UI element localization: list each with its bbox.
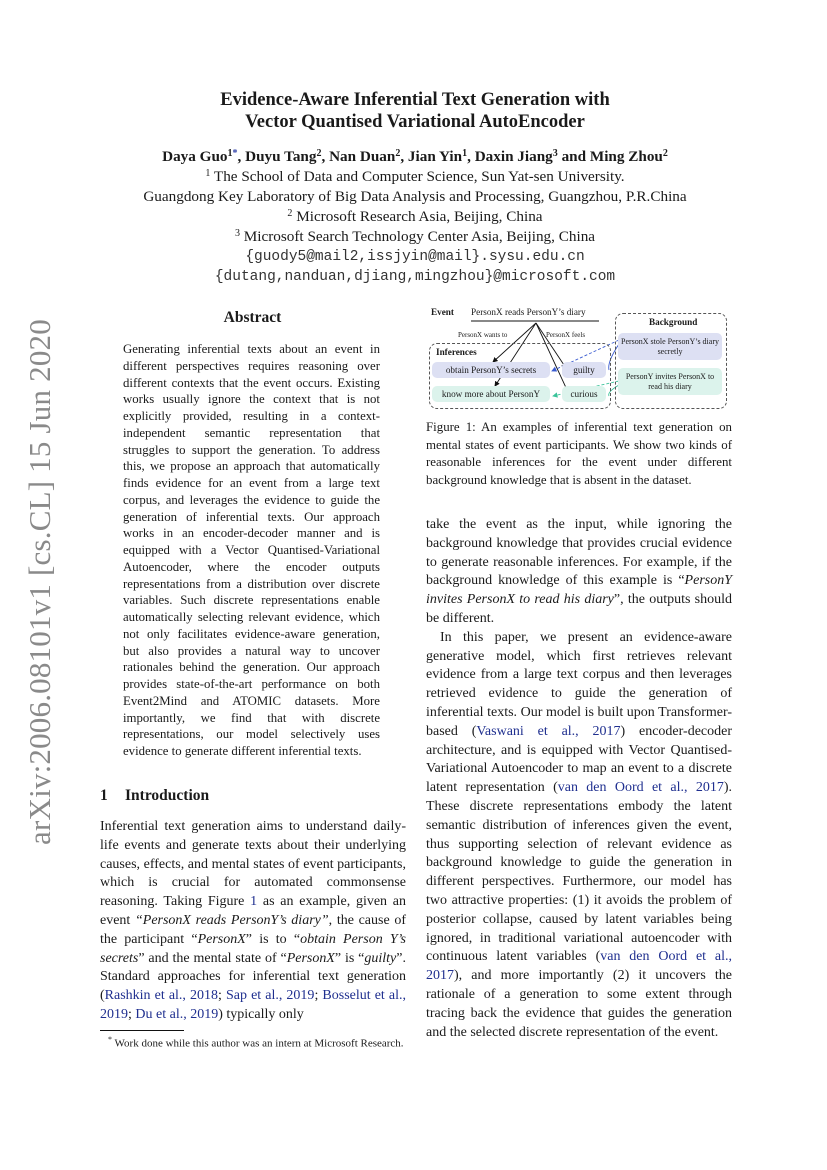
citation-link[interactable]: Vaswani et al., 2017 (476, 723, 621, 739)
section-number: 1 (100, 787, 108, 804)
body-text: In this paper, we present an evidence-aware generative model, which first retrieves relevant evidence from a large text corpus and then leverages retrieved evidence to guide the generation of inferential texts. Our model is built upon Transformer-based ( (426, 629, 732, 739)
body-text: ) encoder-decoder architecture, and is equipped with Vector Quantised-Variational Autoencoder to map an event to a discrete latent representation ( (426, 723, 732, 796)
italic-text: PersonX (286, 950, 335, 966)
citation-link[interactable]: Sap et al., 2019 (225, 988, 315, 1004)
author-block (80, 147, 750, 287)
inference-box-know-more: know more about PersonY (432, 386, 550, 402)
affiliation-list (80, 167, 750, 247)
body-text: ) typically only (218, 1006, 304, 1022)
author-affiliation-mark: 2 (316, 148, 322, 159)
body-text: ” and the mental state of “ (138, 950, 287, 966)
background-box-stole: PersonX stole PersonY’s diary secretly (618, 333, 722, 360)
email-line-2: {dutang,nanduan,djiang,mingzhou}@microsoft.com (214, 269, 616, 285)
body-text: ”. Standard approaches for inferential text generation ( (100, 950, 406, 1004)
footnote (100, 1033, 406, 1051)
author-name: Jian Yin (407, 148, 463, 165)
relation-feels: PersonX feels (546, 331, 586, 339)
body-text: ”, the outputs should be different. (426, 592, 732, 626)
citation-link[interactable]: van den Oord et al., 2017 (426, 949, 732, 984)
affiliation: $^3$ Microsoft Search Technology Center Asia, Beijing, China (234, 228, 596, 245)
author-affiliation-mark: 1 (227, 148, 233, 159)
footnote-rule (100, 1030, 184, 1031)
body-text: ” is “ (334, 950, 365, 966)
affiliation: Guangdong Key Laboratory of Big Data Analysis and Processing, Guangzhou, P.R.China (143, 188, 687, 205)
inferences-label: Inferences (436, 347, 477, 357)
body-text: Inferential text generation aims to understand daily-life events and generate texts about their underlying causes, effects, and mental states of event participants, which is crucial for automated commonsense reasoning. Taking Figure (100, 819, 406, 910)
affiliation: $^1$ The School of Data and Computer Science, Sun Yat-sen University. (205, 168, 625, 185)
body-text: ). These discrete representations embody the latent semantic distribution of inferences given the event, thus supporting selection of relevant evidence as background knowledge to guide the generation in different perspectives. Furthermore, our model has two attractive properties: (1) it avoids the problem of posterior collapse, caused by latent variables being ignored, in traditional variational autoencoder with continuous latent variables ( (426, 780, 732, 965)
intro-paragraph-2 (426, 629, 732, 1043)
footnote-mark: * (108, 1035, 112, 1044)
author-name: Daya Guo (162, 148, 228, 165)
citation-link[interactable]: Bosselut et al., 2019 (100, 988, 406, 1022)
figure-caption: Figure 1: An examples of inferential text generation on mental states of event participants. We show two kinds of reasonable inferences for the event under different background knowledge that is absent in the dataset. (426, 420, 732, 487)
abstract-heading: Abstract (223, 309, 282, 326)
author-list: Daya Guo$^{1*}$, Duyu Tang$^2$, Nan Duan$^2$, Jian Yin$^1$, Daxin Jiang$^3$ and Ming Zhou$^2$ (162, 148, 668, 165)
background-label: Background (649, 317, 698, 327)
citation-link[interactable]: Rashkin et al., 2018 (104, 988, 219, 1004)
author-footnote-link[interactable]: * (232, 148, 238, 159)
italic-text: PersonY invites PersonX to read his diary (426, 573, 732, 608)
footnote-text: Work done while this author was an intern at Microsoft Research. (112, 1037, 404, 1050)
body-text: ; (314, 988, 323, 1004)
inference-box-curious: curious (562, 386, 606, 402)
body-text: ” is to “ (245, 931, 301, 947)
section-title: Introduction (125, 787, 210, 804)
body-text: take the event as the input, while ignoring the background knowledge that provides crucial evidence to generate reasonable inferences. For example, if the background knowledge of this example is “ (426, 517, 732, 589)
affiliation-mark: 3 (234, 228, 240, 239)
body-text: ; (218, 988, 226, 1004)
author-affiliation-mark: 2 (662, 148, 668, 159)
email-line-1: {guody5@mail2,issjyin@mail}.sysu.edu.cn (245, 249, 585, 265)
background-box-invites: PersonY invites PersonX to read his diary (618, 368, 722, 395)
body-text: as an example, given an event (100, 894, 407, 928)
intro-paragraph-continued (426, 516, 732, 629)
paper-title (100, 89, 730, 133)
citation-link[interactable]: Du et al., 2019 (135, 1006, 219, 1022)
affiliation: $^2$ Microsoft Research Asia, Beijing, China (287, 208, 543, 225)
body-text: ), and more importantly (2) it uncovers the rationale of a generation to some extent through tracing back the evidence that guides the generation and the selected discrete representation of the event. (426, 968, 732, 1040)
author-name: Nan Duan (329, 148, 396, 165)
affiliation-mark: 1 (205, 168, 211, 179)
italic-text: obtain Person Y’s secrets (100, 931, 406, 966)
author-name: Duyu Tang (245, 148, 317, 165)
title-line-2: Vector Quantised Variational AutoEncoder (245, 112, 585, 132)
author-affiliation-mark: 2 (395, 148, 401, 159)
citation-link[interactable]: van den Oord et al., 2017 (557, 780, 724, 796)
section-heading-introduction (100, 787, 209, 805)
italic-text: PersonX (197, 931, 246, 947)
affiliation-mark: 2 (287, 208, 293, 219)
body-text: ; (128, 1006, 136, 1022)
citation-link[interactable]: 1 (250, 894, 258, 910)
title-line-1: Evidence-Aware Inferential Text Generation with (220, 90, 610, 110)
author-affiliation-mark: 1 (462, 148, 468, 159)
author-name: Ming Zhou (589, 148, 663, 165)
italic-text: guilty (364, 950, 397, 966)
intro-right-column (426, 516, 732, 1042)
figure-1 (425, 302, 737, 410)
abstract-text: Generating inferential texts about an event in different perspectives requires reasoning over different contexts that the event occurs. Existing works usually ignore the context that is not explicitly provided, resulting in a context-independent semantic representation that struggles to support the generation. To address this, we propose an approach that automatically finds evidence for an event from a large text corpus, and leverages the evidence to guide the generation of inferential texts. Our approach works in an encoder-decoder manner and is equipped with a Vector Quantised-Variational Autoencoder, where the encoder outputs representations from a distribution over discrete variables. Such discrete representations enable automatically selecting relevant evidence, which not only facilitates evidence-aware generation, but also provides a natural way to uncover rationales behind the generation. Our approach provides state-of-the-art performance on both Event2Mind and ATOMIC datasets. More importantly, we find that with discrete representations, our model selectively uses evidence to generate different inferential texts. (123, 342, 380, 758)
event-text: PersonX reads PersonY’s diary (471, 307, 586, 317)
arxiv-stamp: arXiv:2006.08101v1 [cs.CL] 15 Jun 2020 (22, 319, 57, 845)
author-name: Daxin Jiang (474, 148, 553, 165)
italic-text: “PersonX reads PersonY’s diary” (134, 912, 329, 928)
inference-box-guilty: guilty (562, 362, 606, 378)
relation-wants: PersonX wants to (458, 331, 508, 339)
inference-box-secrets: obtain PersonY’s secrets (432, 362, 550, 378)
intro-left-paragraph (100, 818, 406, 1025)
event-label: Event (431, 307, 454, 317)
body-text: , the cause of the participant “ (100, 912, 406, 947)
author-affiliation-mark: 3 (552, 148, 558, 159)
